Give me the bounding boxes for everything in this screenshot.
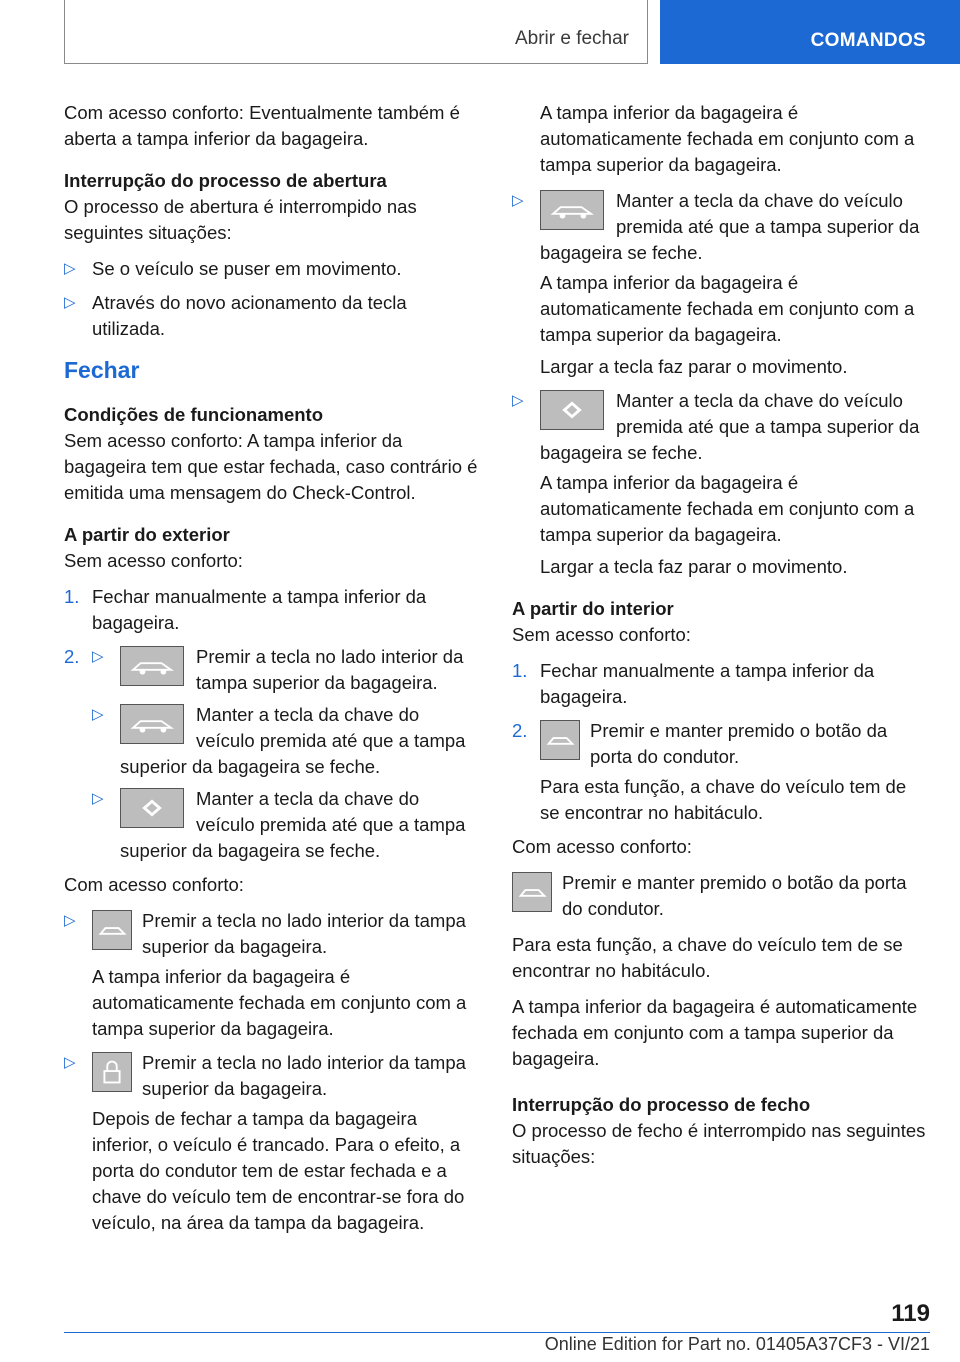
list-item [512,188,930,380]
subheading: Interrupção do processo de abertura [64,170,387,191]
triangle-bullet-icon: ▷ [64,294,76,311]
list-item [92,786,478,864]
step-number: 2. [512,720,528,741]
page-number: 119 [891,1300,930,1327]
triangle-bullet-icon: ▷ [92,706,104,723]
numbered-step [512,718,930,826]
paragraph: A tampa inferior da bagageira é automaticamente fechada em conjunto com a tampa superior da bagageira. [512,996,918,1069]
footer-divider [64,1332,930,1333]
subheading: Condições de funcionamento [64,404,324,425]
diamond-icon [120,788,184,828]
subheading: A partir do exterior [64,524,230,545]
triangle-bullet-icon: ▷ [512,192,524,209]
list-item [92,644,478,696]
list-text: Manter a tecla da chave do veículo premida até que a tampa superior da bagageira se feche. [120,788,466,861]
list-subtext: Largar a tecla faz parar o movimento. [540,556,848,577]
paragraph: Sem acesso conforto: [64,550,243,571]
step-number: 1. [64,586,80,607]
list-item [64,908,478,1042]
list-text: Premir a tecla no lado interior da tampa superior da bagageira. [142,910,466,957]
numbered-step [64,584,478,636]
numbered-step [64,644,478,864]
list-subtext: Depois de fechar a tampa da bagageira inferior, o veículo é trancado. Para o efeito, a porta do condutor tem de estar fechada e a chave do veículo tem de encontrar-se fora do veículo, na área da tampa da bagageira. [92,1108,465,1233]
triangle-bullet-icon: ▷ [64,260,76,277]
step-text: Premir e manter premido o botão da porta do condutor. [590,720,888,767]
paragraph: Com acesso conforto: [64,874,244,895]
list-item [64,290,478,342]
car-trunk-icon [120,704,184,744]
step-text: Fechar manualmente a tampa inferior da bagageira. [540,660,875,707]
list-text: Manter a tecla da chave do veículo premida até que a tampa superior da bagageira se feche. [120,704,466,777]
list-text: Através do novo acionamento da tecla utilizada. [92,292,407,339]
right-column [512,100,930,1180]
list-subtext: A tampa inferior da bagageira é automaticamente fechada em conjunto com a tampa superior da bagageira. [92,966,467,1039]
list-subtext: Largar a tecla faz parar o movimento. [540,356,848,377]
icon-paragraph [512,870,930,922]
left-column [64,100,478,1244]
list-item [512,388,930,580]
step-number: 2. [64,646,80,667]
edition-text: Online Edition for Part no. 01405A37CF3 - VI/21 [544,1334,930,1354]
paragraph: Sem acesso conforto: A tampa inferior da bagageira tem que estar fechada, caso contrário é emitida uma mensagem do Check-Control. [64,430,478,503]
car-trunk-icon [120,646,184,686]
section-heading: Fechar [64,357,140,383]
paragraph: Sem acesso conforto: [512,624,691,645]
car-door-icon [512,872,552,912]
list-text: Manter a tecla da chave do veículo premida até que a tampa superior da bagageira se feche. [540,390,920,463]
paragraph: Para esta função, a chave do veículo tem de se encontrar no habitáculo. [512,934,903,981]
section-title: Abrir e fechar [514,28,629,49]
header-box [64,0,648,64]
chapter-label: COMANDOS [810,30,926,51]
list-subtext: A tampa inferior da bagageira é automaticamente fechada em conjunto com a tampa superior da bagageira. [540,472,915,545]
triangle-bullet-icon: ▷ [64,1054,76,1071]
numbered-step [512,658,930,710]
car-trunk-icon [92,910,132,950]
list-text: Premir a tecla no lado interior da tampa superior da bagageira. [196,646,464,693]
paragraph: O processo de abertura é interrompido nas seguintes situações: [64,196,417,243]
list-text: Se o veículo se puser em movimento. [92,258,402,279]
step-text: Fechar manualmente a tampa inferior da bagageira. [92,586,427,633]
intro-text: Com acesso conforto: Eventualmente também é aberta a tampa inferior da bagageira. [64,102,460,149]
paragraph: Com acesso conforto: [512,836,692,857]
triangle-bullet-icon: ▷ [92,648,104,665]
list-item [92,702,478,780]
diamond-icon [540,390,604,430]
list-subtext: A tampa inferior da bagageira é automaticamente fechada em conjunto com a tampa superior da bagageira. [540,272,915,345]
list-text: Manter a tecla da chave do veículo premida até que a tampa superior da bagageira se feche. [540,190,920,263]
triangle-bullet-icon: ▷ [92,790,104,807]
step-subtext: Para esta função, a chave do veículo tem de se encontrar no habitáculo. [540,776,907,823]
chapter-tab[interactable] [660,0,960,64]
paragraph: A tampa inferior da bagageira é automaticamente fechada em conjunto com a tampa superior da bagageira. [540,102,915,175]
triangle-bullet-icon: ▷ [64,912,76,929]
step-number: 1. [512,660,528,681]
lock-icon [92,1052,132,1092]
list-item [64,256,478,282]
list-text: Premir a tecla no lado interior da tampa superior da bagageira. [142,1052,466,1099]
car-door-icon [540,720,580,760]
subheading: Interrupção do processo de fecho [512,1094,811,1115]
paragraph: O processo de fecho é interrompido nas seguintes situações: [512,1120,926,1167]
car-trunk-icon [540,190,604,230]
triangle-bullet-icon: ▷ [512,392,524,409]
subheading: A partir do interior [512,598,674,619]
list-item [64,1050,478,1236]
paragraph-text: Premir e manter premido o botão da porta do condutor. [562,872,907,919]
